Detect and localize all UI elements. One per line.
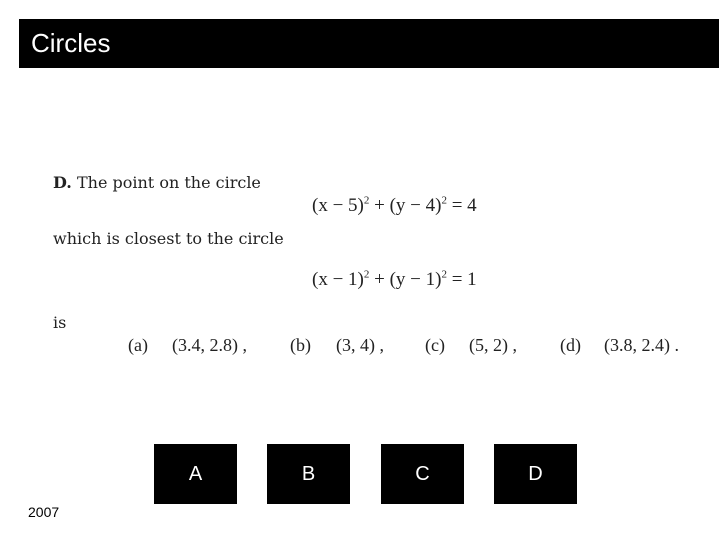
question-text-2: which is closest to the circle xyxy=(53,229,284,248)
question-text-3: is xyxy=(53,313,67,332)
answer-d-button[interactable]: D xyxy=(494,444,577,504)
footer-year: 2007 xyxy=(28,504,60,520)
answer-a-button[interactable]: A xyxy=(154,444,237,504)
option-c-label: (c) xyxy=(425,335,445,355)
answer-c-button[interactable]: C xyxy=(381,444,464,504)
option-b-label: (b) xyxy=(290,335,311,355)
option-c-value: (5, 2) , xyxy=(469,335,517,355)
equation-2: $(x - 1)^2 + (y - 1)^2 = 1$ xyxy=(312,268,477,290)
equation-1: $(x - 5)^2 + (y - 4)^2 = 4$ xyxy=(312,194,477,216)
option-d-label: (d) xyxy=(560,335,581,355)
question-text-1: The point on the circle xyxy=(76,173,261,192)
option-d-value: (3.8, 2.4) . xyxy=(604,335,679,355)
answer-b-button[interactable]: B xyxy=(267,444,350,504)
option-a-value: (3.4, 2.8) , xyxy=(172,335,247,355)
question-label: D. xyxy=(53,173,72,192)
option-b-value: (3, 4) , xyxy=(336,335,384,355)
question-line-1 xyxy=(53,173,261,193)
option-a-label: (a) xyxy=(128,335,148,355)
slide-title: Circles xyxy=(31,28,111,58)
